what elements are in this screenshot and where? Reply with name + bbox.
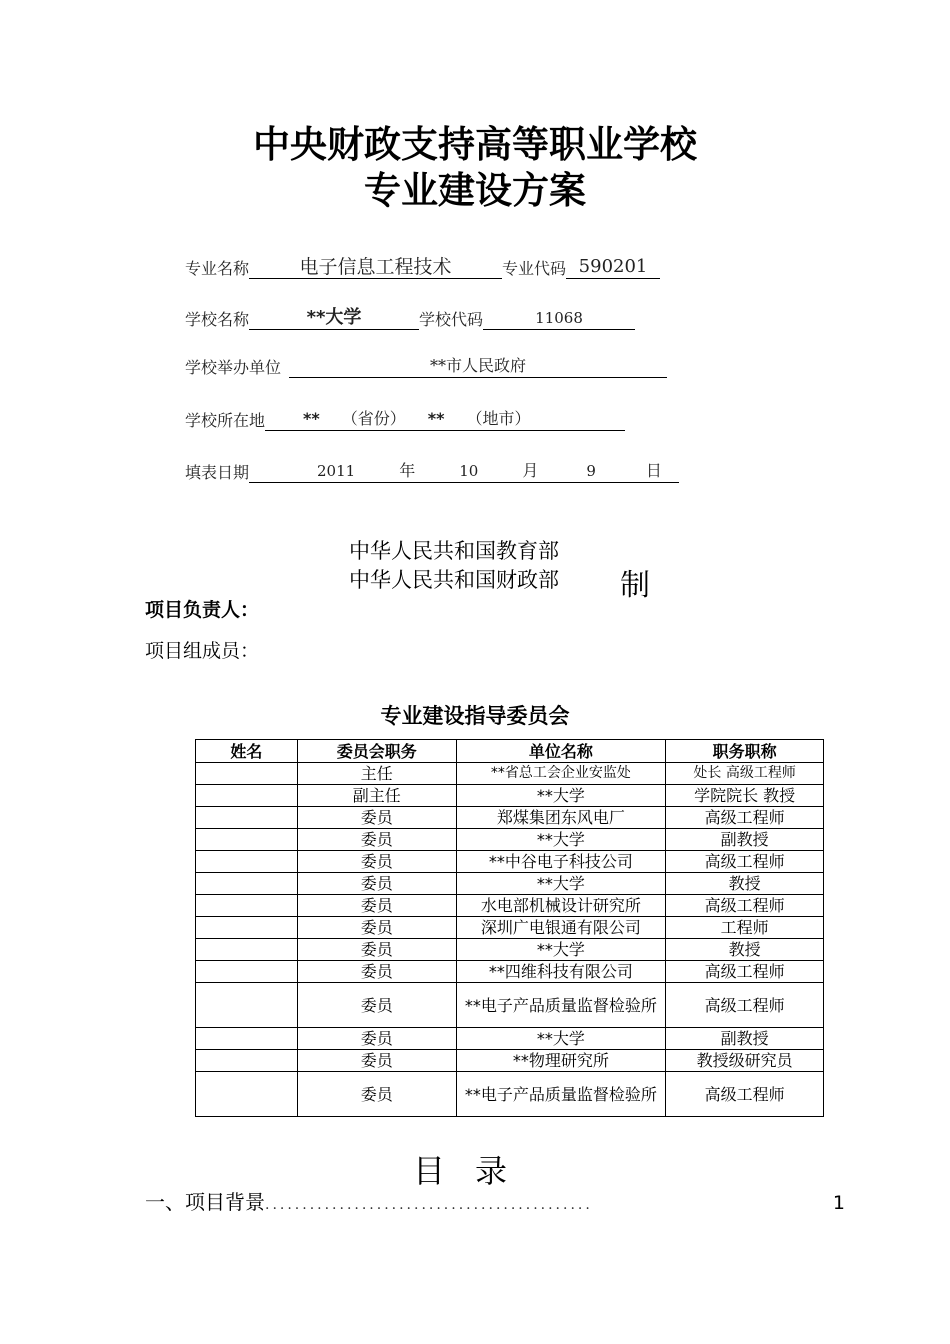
header-name: 姓名	[196, 740, 298, 763]
cell-title: 教授	[666, 939, 824, 961]
cell-title: 副教授	[666, 1028, 824, 1050]
cell-title: 高级工程师	[666, 961, 824, 983]
table-row	[196, 1072, 824, 1117]
cell-unit: **电子产品质量监督检验所	[456, 1072, 666, 1117]
cell-title: 学院院长 教授	[666, 785, 824, 807]
cell-role: 委员	[297, 829, 456, 851]
header-role: 委员会职务	[297, 740, 456, 763]
table-row	[196, 829, 824, 851]
date-day-unit: 日	[645, 461, 662, 480]
school-name-label: 学校名称	[185, 310, 250, 329]
date-label: 填表日期	[185, 463, 250, 482]
cell-name	[196, 983, 298, 1028]
location-city-unit: （地市）	[466, 409, 531, 428]
toc-title: 目录	[412, 1152, 537, 1190]
committee-table	[195, 739, 824, 1117]
cell-name	[196, 763, 298, 785]
major-name-value: 电子信息工程技术	[249, 258, 502, 279]
document-title-line1: 中央财政支持高等职业学校	[253, 122, 697, 166]
cell-name	[196, 895, 298, 917]
table-row	[196, 763, 824, 785]
cell-name	[196, 851, 298, 873]
school-code-label: 学校代码	[419, 310, 484, 329]
cell-role: 委员	[297, 983, 456, 1028]
cell-unit: **四维科技有限公司	[456, 961, 666, 983]
document-title-line2: 专业建设方案	[364, 168, 586, 212]
sponsor-label: 学校举办单位	[185, 358, 282, 377]
cell-unit: **大学	[456, 829, 666, 851]
cell-unit: **大学	[456, 939, 666, 961]
table-row	[196, 917, 824, 939]
cell-unit: **大学	[456, 785, 666, 807]
table-row	[196, 873, 824, 895]
toc-entry-page: 1	[832, 1192, 845, 1214]
sponsor-row	[185, 355, 667, 378]
table-row	[196, 983, 824, 1028]
cell-role: 委员	[297, 939, 456, 961]
cell-unit: 郑煤集团东风电厂	[456, 807, 666, 829]
school-name-value: **大学	[249, 309, 419, 330]
table-row	[196, 895, 824, 917]
cell-role: 委员	[297, 851, 456, 873]
table-row	[196, 785, 824, 807]
date-month: 10	[459, 462, 479, 480]
cell-title: 教授	[666, 873, 824, 895]
toc-leader-dots: ............................................	[265, 1197, 593, 1213]
cell-title: 高级工程师	[666, 1072, 824, 1117]
table-header-row	[196, 740, 824, 763]
toc-entry[interactable]	[145, 1186, 845, 1215]
major-code-value: 590201	[566, 258, 660, 279]
header-title: 职务职称	[666, 740, 824, 763]
cell-role: 委员	[297, 807, 456, 829]
date-value	[249, 462, 679, 483]
project-members-label: 项目组成员：	[145, 640, 260, 662]
major-name-label: 专业名称	[185, 259, 250, 278]
cell-unit: **中谷电子科技公司	[456, 851, 666, 873]
cell-title: 高级工程师	[666, 983, 824, 1028]
cell-role: 主任	[297, 763, 456, 785]
cell-unit: 水电部机械设计研究所	[456, 895, 666, 917]
issuer-ministry-education: 中华人民共和国教育部	[349, 539, 559, 563]
location-province: **	[303, 409, 320, 428]
location-label: 学校所在地	[185, 411, 266, 430]
table-row	[196, 1028, 824, 1050]
location-city: **	[427, 409, 445, 428]
cell-title: 高级工程师	[666, 895, 824, 917]
date-year-unit: 年	[399, 461, 416, 480]
committee-title: 专业建设指导委员会	[380, 704, 570, 728]
cell-name	[196, 961, 298, 983]
cell-name	[196, 873, 298, 895]
sponsor-value: **市人民政府	[289, 357, 667, 378]
cell-name	[196, 917, 298, 939]
cell-name	[196, 807, 298, 829]
major-code-label: 专业代码	[502, 259, 567, 278]
cell-unit: 深圳广电银通有限公司	[456, 917, 666, 939]
cell-role: 委员	[297, 917, 456, 939]
date-day: 9	[586, 462, 596, 480]
issuer-ministry-finance: 中华人民共和国财政部	[349, 568, 559, 592]
table-row	[196, 851, 824, 873]
school-code-value: 11068	[483, 309, 635, 330]
table-row	[196, 961, 824, 983]
cell-role: 委员	[297, 895, 456, 917]
date-year: 2011	[317, 462, 356, 480]
cell-title: 工程师	[666, 917, 824, 939]
cell-unit: **大学	[456, 1028, 666, 1050]
cell-name	[196, 1072, 298, 1117]
header-unit: 单位名称	[456, 740, 666, 763]
table-row	[196, 807, 824, 829]
cell-unit: **物理研究所	[456, 1050, 666, 1072]
issuer-suffix: 制	[620, 568, 650, 603]
cell-title: 副教授	[666, 829, 824, 851]
school-row	[185, 307, 635, 330]
cell-role: 副主任	[297, 785, 456, 807]
cell-name	[196, 829, 298, 851]
major-row	[185, 256, 660, 279]
date-month-unit: 月	[522, 461, 539, 480]
cell-role: 委员	[297, 961, 456, 983]
cell-role: 委员	[297, 1050, 456, 1072]
location-value	[265, 410, 625, 431]
cell-name	[196, 1050, 298, 1072]
date-row	[185, 460, 679, 483]
cell-title: 高级工程师	[666, 851, 824, 873]
location-row	[185, 408, 625, 431]
cell-name	[196, 785, 298, 807]
cell-unit: **省总工会企业安监处	[456, 763, 666, 785]
cell-name	[196, 1028, 298, 1050]
table-row	[196, 939, 824, 961]
project-leader-label: 项目负责人：	[145, 599, 260, 621]
cell-role: 委员	[297, 873, 456, 895]
cell-unit: **大学	[456, 873, 666, 895]
toc-entry-label: 一、项目背景	[145, 1190, 265, 1214]
cell-role: 委员	[297, 1028, 456, 1050]
cell-title: 高级工程师	[666, 807, 824, 829]
cell-name	[196, 939, 298, 961]
cell-unit: **电子产品质量监督检验所	[456, 983, 666, 1028]
cell-role: 委员	[297, 1072, 456, 1117]
cell-title: 教授级研究员	[666, 1050, 824, 1072]
location-province-unit: （省份）	[341, 409, 406, 428]
cell-title: 处长 高级工程师	[666, 763, 824, 785]
table-row	[196, 1050, 824, 1072]
